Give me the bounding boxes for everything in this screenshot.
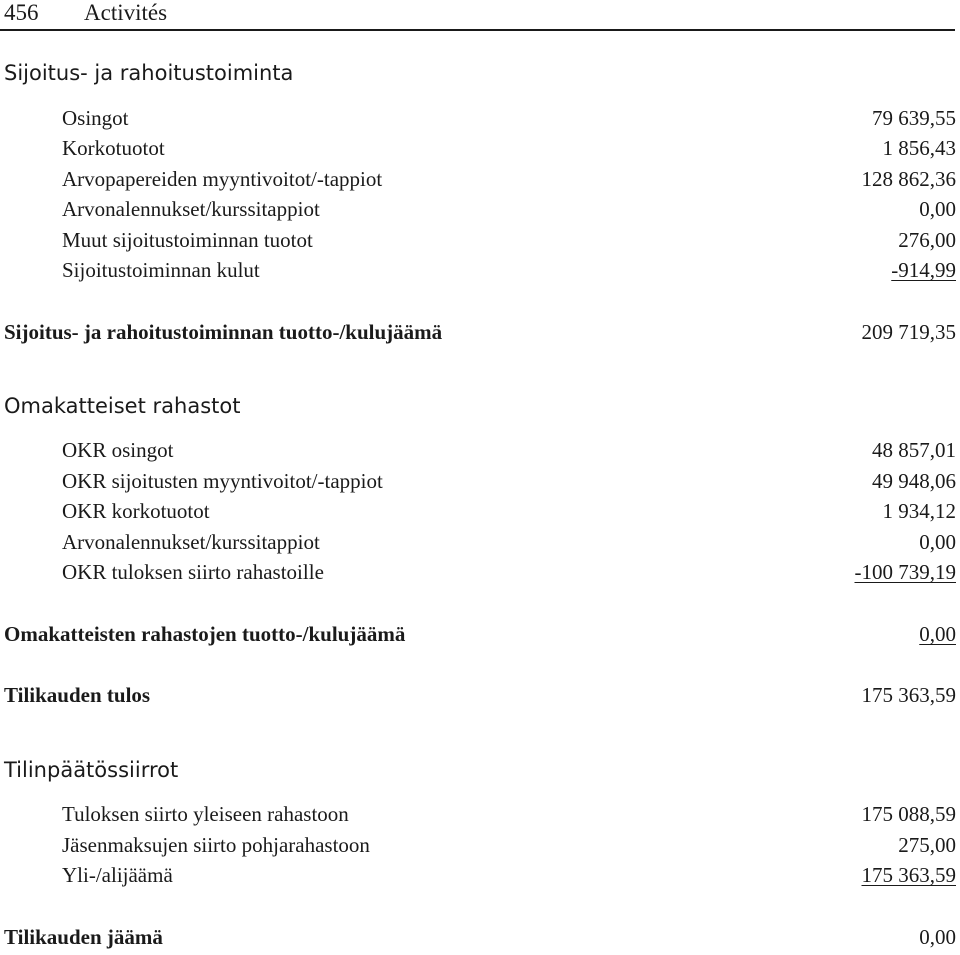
investment-heading: Sijoitus- ja rahoitustoiminta (4, 61, 294, 85)
table-row (0, 164, 956, 194)
row-label: Sijoitustoiminnan kulut (62, 258, 260, 282)
table-row (0, 466, 956, 496)
row-label: Arvonalennukset/kurssitappiot (62, 197, 320, 221)
final-label: Tilikauden jäämä (4, 925, 163, 949)
row-label: Korkotuotot (62, 136, 165, 160)
row-value: 128 862,36 (861, 167, 956, 191)
row-label: OKR tuloksen siirto rahastoille (62, 560, 324, 584)
table-row (0, 194, 956, 224)
investment-total-row (0, 317, 956, 347)
row-value: 49 948,06 (872, 469, 956, 493)
row-value: 1 856,43 (882, 136, 956, 160)
row-label: Muut sijoitustoiminnan tuotot (62, 228, 313, 252)
row-label: Osingot (62, 106, 129, 130)
row-value: 1 934,12 (882, 499, 956, 523)
row-value: -914,99 (891, 258, 956, 282)
page-number: 456 (4, 0, 39, 25)
row-value: 175 363,59 (861, 863, 956, 887)
row-label: Arvopapereiden myyntivoitot/-tappiot (62, 167, 383, 191)
final-row (0, 922, 956, 952)
row-value: 275,00 (898, 833, 956, 857)
table-row (0, 496, 956, 526)
row-value: 175 088,59 (861, 802, 956, 826)
table-row (0, 860, 956, 890)
funds-total-row (0, 619, 956, 649)
total-label: Omakatteisten rahastojen tuotto-/kulujäämä (4, 622, 406, 646)
table-row (0, 830, 956, 860)
section-title: Activités (84, 0, 168, 25)
row-label: OKR osingot (62, 438, 174, 462)
result-label: Tilikauden tulos (4, 683, 151, 707)
table-row (0, 255, 956, 285)
row-label: Yli-/alijäämä (62, 863, 173, 887)
total-value: 209 719,35 (861, 320, 956, 344)
row-label: Arvonalennukset/kurssitappiot (62, 530, 320, 554)
result-value: 175 363,59 (861, 683, 956, 707)
row-label: Tuloksen siirto yleiseen rahastoon (62, 802, 349, 826)
row-value: 0,00 (919, 197, 956, 221)
row-label: OKR korkotuotot (62, 499, 210, 523)
table-row (0, 435, 956, 465)
total-value: 0,00 (919, 622, 956, 646)
appropriations-heading: Tilinpäätössiirrot (4, 758, 179, 782)
row-value: 276,00 (898, 228, 956, 252)
funds-heading: Omakatteiset rahastot (4, 394, 241, 418)
result-row (0, 680, 956, 710)
table-row (0, 799, 956, 829)
row-label: Jäsenmaksujen siirto pohjarahastoon (62, 833, 370, 857)
row-label: OKR sijoitusten myyntivoitot/-tappiot (62, 469, 383, 493)
row-value: -100 739,19 (854, 560, 956, 584)
table-row (0, 133, 956, 163)
table-row (0, 225, 956, 255)
table-row (0, 103, 956, 133)
row-value: 79 639,55 (872, 106, 956, 130)
row-value: 0,00 (919, 530, 956, 554)
table-row (0, 557, 956, 587)
table-row (0, 527, 956, 557)
total-label: Sijoitus- ja rahoitustoiminnan tuotto-/kulujäämä (4, 320, 443, 344)
row-value: 48 857,01 (872, 438, 956, 462)
final-value: 0,00 (919, 925, 956, 949)
page-header (0, 0, 955, 31)
